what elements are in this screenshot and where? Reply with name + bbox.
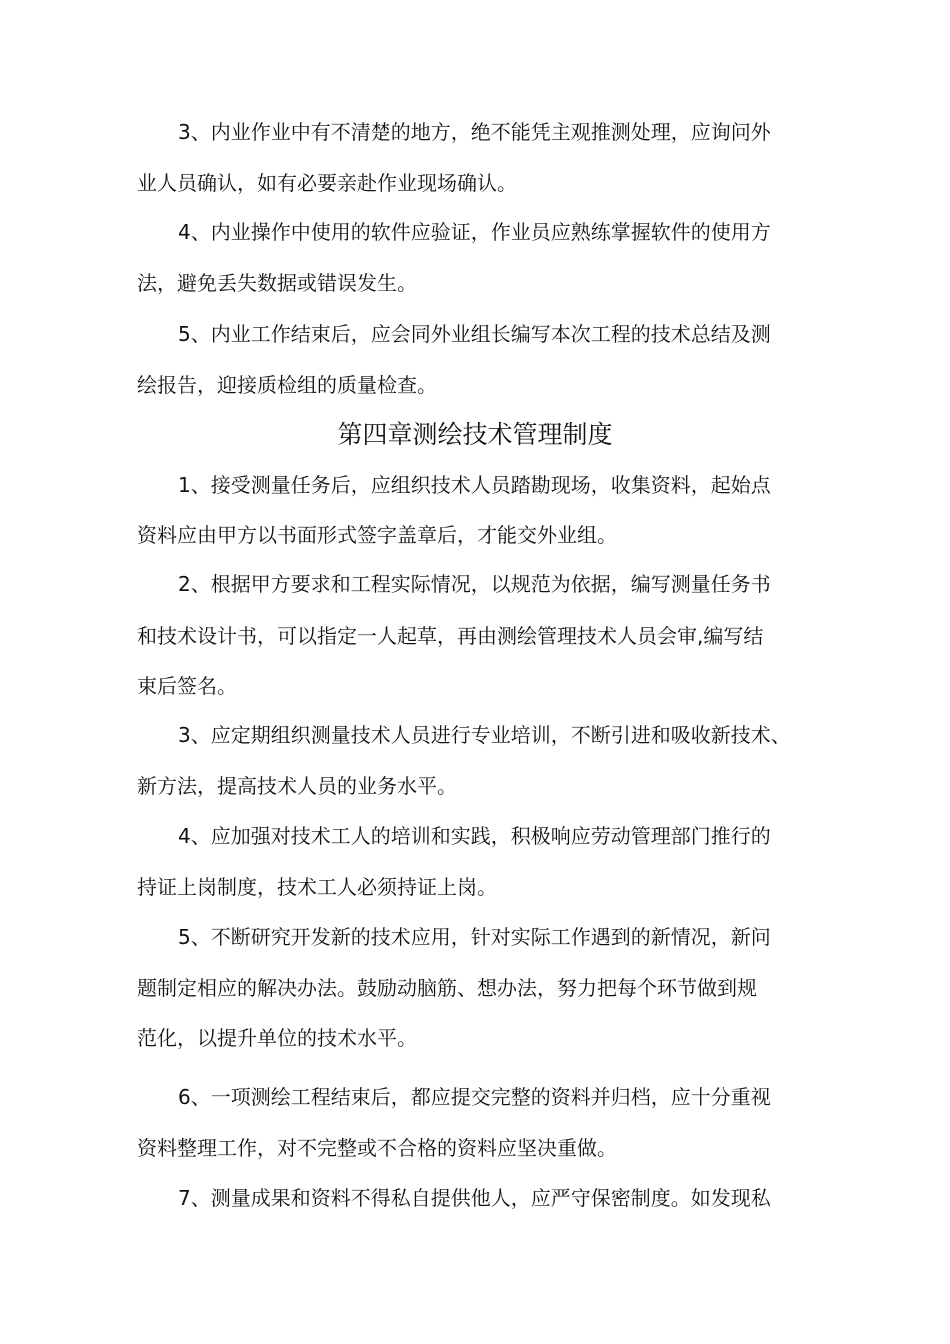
text-line: 范化，以提升单位的技术水平。 bbox=[137, 1026, 417, 1050]
text-line: 7、测量成果和资料不得私自提供他人，应严守保密制度。如发现私 bbox=[178, 1186, 771, 1210]
text-line: 5、内业工作结束后，应会同外业组长编写本次工程的技术总结及测 bbox=[178, 322, 771, 346]
text-line: 绘报告，迎接质检组的质量检查。 bbox=[137, 373, 437, 397]
text-line: 1、接受测量任务后，应组织技术人员踏勘现场，收集资料，起始点 bbox=[178, 473, 771, 497]
chapter-title: 第四章测绘技术管理制度 bbox=[337, 420, 613, 449]
text-line: 2、根据甲方要求和工程实际情况，以规范为依据，编写测量任务书 bbox=[178, 572, 771, 596]
text-line: 资料整理工作，对不完整或不合格的资料应坚决重做。 bbox=[137, 1136, 617, 1160]
text-line: 6、一项测绘工程结束后，都应提交完整的资料并归档，应十分重视 bbox=[178, 1085, 771, 1109]
text-line: 3、应定期组织测量技术人员进行专业培训，不断引进和吸收新技术、 bbox=[178, 723, 791, 747]
text-line: 业人员确认，如有必要亲赴作业现场确认。 bbox=[137, 171, 517, 195]
text-line: 3、内业作业中有不清楚的地方，绝不能凭主观推测处理，应询问外 bbox=[178, 120, 771, 144]
text-line: 4、内业操作中使用的软件应验证，作业员应熟练掌握软件的使用方 bbox=[178, 220, 771, 244]
text-line: 法，避免丢失数据或错误发生。 bbox=[137, 271, 417, 295]
text-line: 题制定相应的解决办法。鼓励动脑筋、想办法，努力把每个环节做到规 bbox=[137, 976, 757, 1000]
text-line: 4、应加强对技术工人的培训和实践，积极响应劳动管理部门推行的 bbox=[178, 824, 771, 848]
text-line: 新方法，提高技术人员的业务水平。 bbox=[137, 774, 457, 798]
text-line: 持证上岗制度，技术工人必须持证上岗。 bbox=[137, 875, 497, 899]
text-line: 束后签名。 bbox=[137, 674, 237, 698]
text-line: 资料应由甲方以书面形式签字盖章后，才能交外业组。 bbox=[137, 523, 617, 547]
text-line: 和技术设计书，可以指定一人起草，再由测绘管理技术人员会审,编写结 bbox=[137, 624, 764, 648]
text-line: 5、不断研究开发新的技术应用，针对实际工作遇到的新情况，新问 bbox=[178, 925, 771, 949]
